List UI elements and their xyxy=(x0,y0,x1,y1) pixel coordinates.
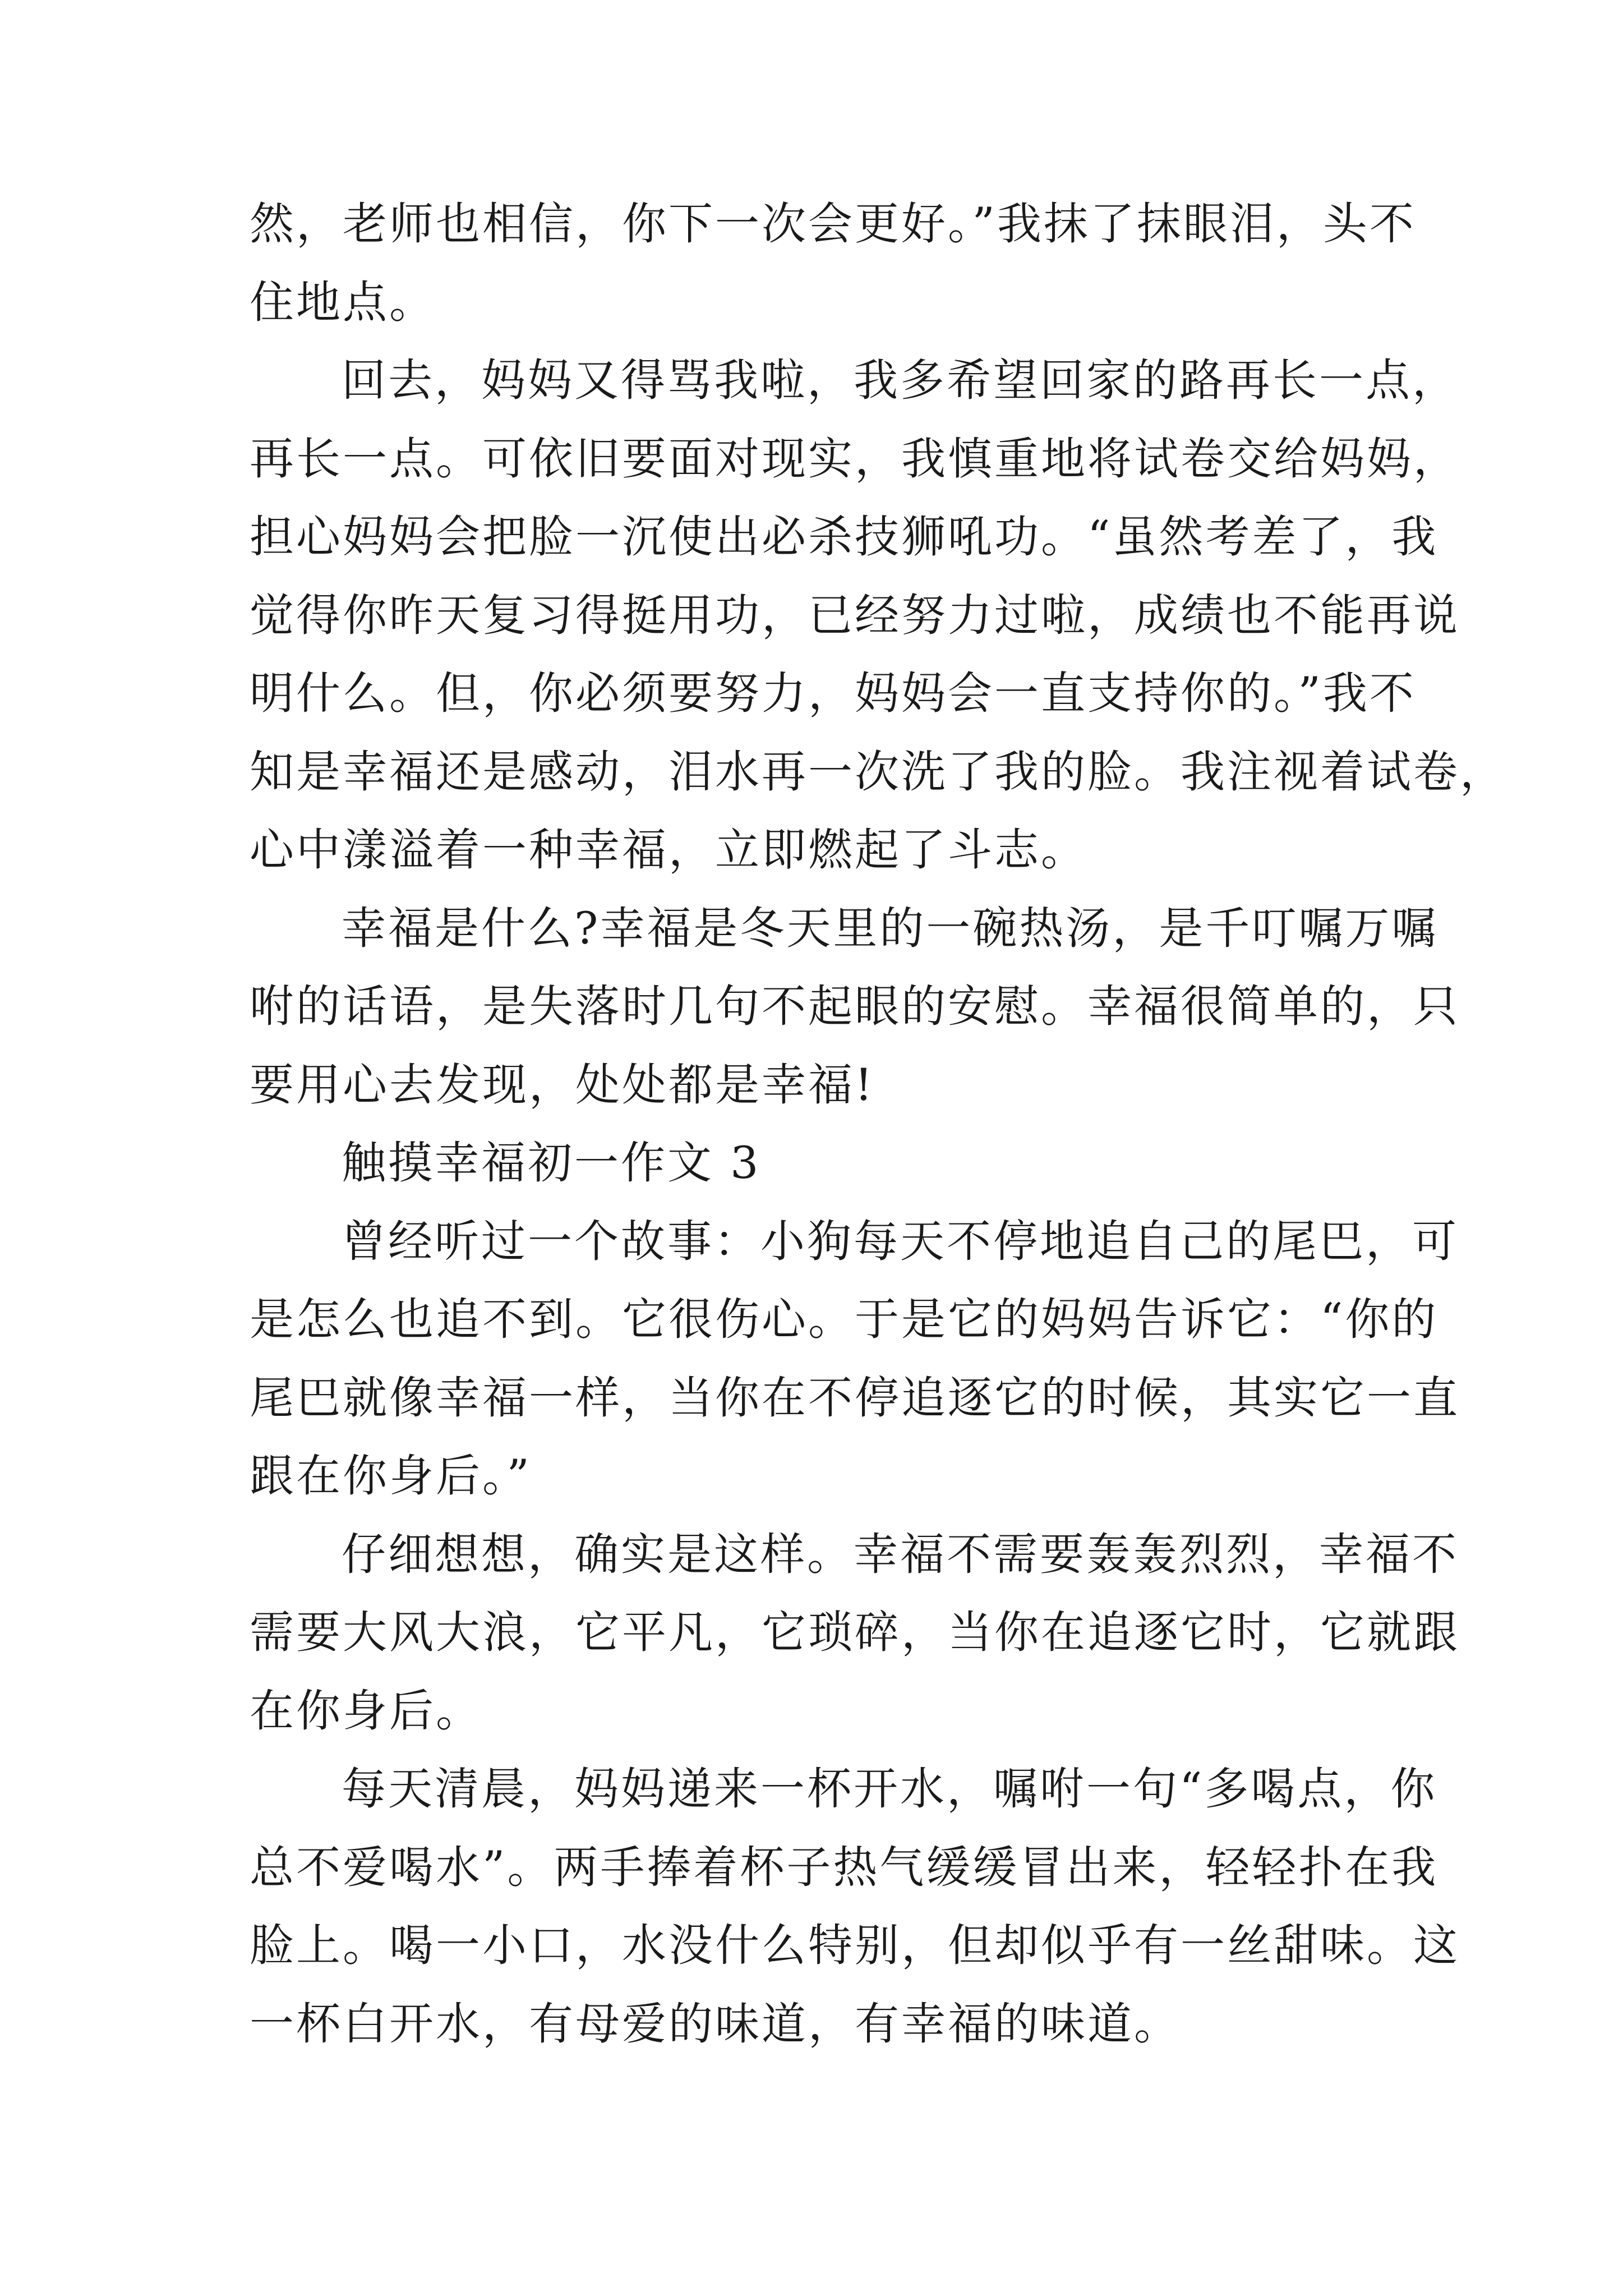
text-line: 住地点。 xyxy=(250,276,436,328)
text-line: 觉得你昨天复习得挺用功，已经努力过啦，成绩也不能再说 xyxy=(250,589,1460,641)
text-line: 心中漾溢着一种幸福，立即燃起了斗志。 xyxy=(250,824,1087,876)
section-heading: 触摸幸福初一作文 3 xyxy=(342,1137,761,1189)
text-line: 要用心去发现，处处都是幸福! xyxy=(250,1059,875,1111)
text-line: 知是幸福还是感动，泪水再一次洗了我的脸。我注视着试卷， xyxy=(250,746,1506,798)
paragraph-start-line: 仔细想想，确实是这样。幸福不需要轰轰烈烈，幸福不 xyxy=(342,1528,1459,1580)
paragraph-start-line: 每天清晨，妈妈递来一杯开水，嘱咐一句“多喝点，你 xyxy=(342,1763,1437,1815)
text-line: 明什么。但，你必须要努力，妈妈会一直支持你的。”我不 xyxy=(250,668,1416,719)
text-line: 咐的话语，是失落时几句不起眼的安慰。幸福很简单的，只 xyxy=(250,981,1460,1032)
paragraph-start-line: 回去，妈妈又得骂我啦，我多希望回家的路再长一点， xyxy=(342,355,1459,406)
text-line: 担心妈妈会把脸一沉使出必杀技狮吼功。“虽然考差了，我 xyxy=(250,511,1438,563)
text-line: 然，老师也相信，你下一次会更好。”我抹了抹眼泪，头不 xyxy=(250,198,1416,250)
text-line: 一杯白开水，有母爱的味道，有幸福的味道。 xyxy=(250,1998,1181,2050)
paragraph-start-line: 曾经听过一个故事：小狗每天不停地追自己的尾巴，可 xyxy=(342,1215,1459,1267)
text-line: 跟在你身后。” xyxy=(250,1450,532,1502)
text-line: 在你身后。 xyxy=(250,1685,482,1737)
text-line: 脸上。喝一小口，水没什么特别，但却似乎有一丝甜味。这 xyxy=(250,1920,1460,1971)
text-line: 总不爱喝水”。两手捧着杯子热气缓缓冒出来，轻轻扑在我 xyxy=(250,1841,1438,1893)
text-line: 是怎么也追不到。它很伤心。于是它的妈妈告诉它：“你的 xyxy=(250,1294,1438,1345)
paragraph-start-line: 幸福是什么?幸福是冬天里的一碗热汤，是千叮嘱万嘱 xyxy=(342,902,1438,954)
text-line: 尾巴就像幸福一样，当你在不停追逐它的时候，其实它一直 xyxy=(250,1372,1460,1424)
text-line: 需要大风大浪，它平凡，它琐碎，当你在追逐它时，它就跟 xyxy=(250,1607,1460,1658)
text-line: 再长一点。可依旧要面对现实，我慎重地将试卷交给妈妈， xyxy=(250,432,1460,485)
essay-text xyxy=(250,185,1506,2063)
